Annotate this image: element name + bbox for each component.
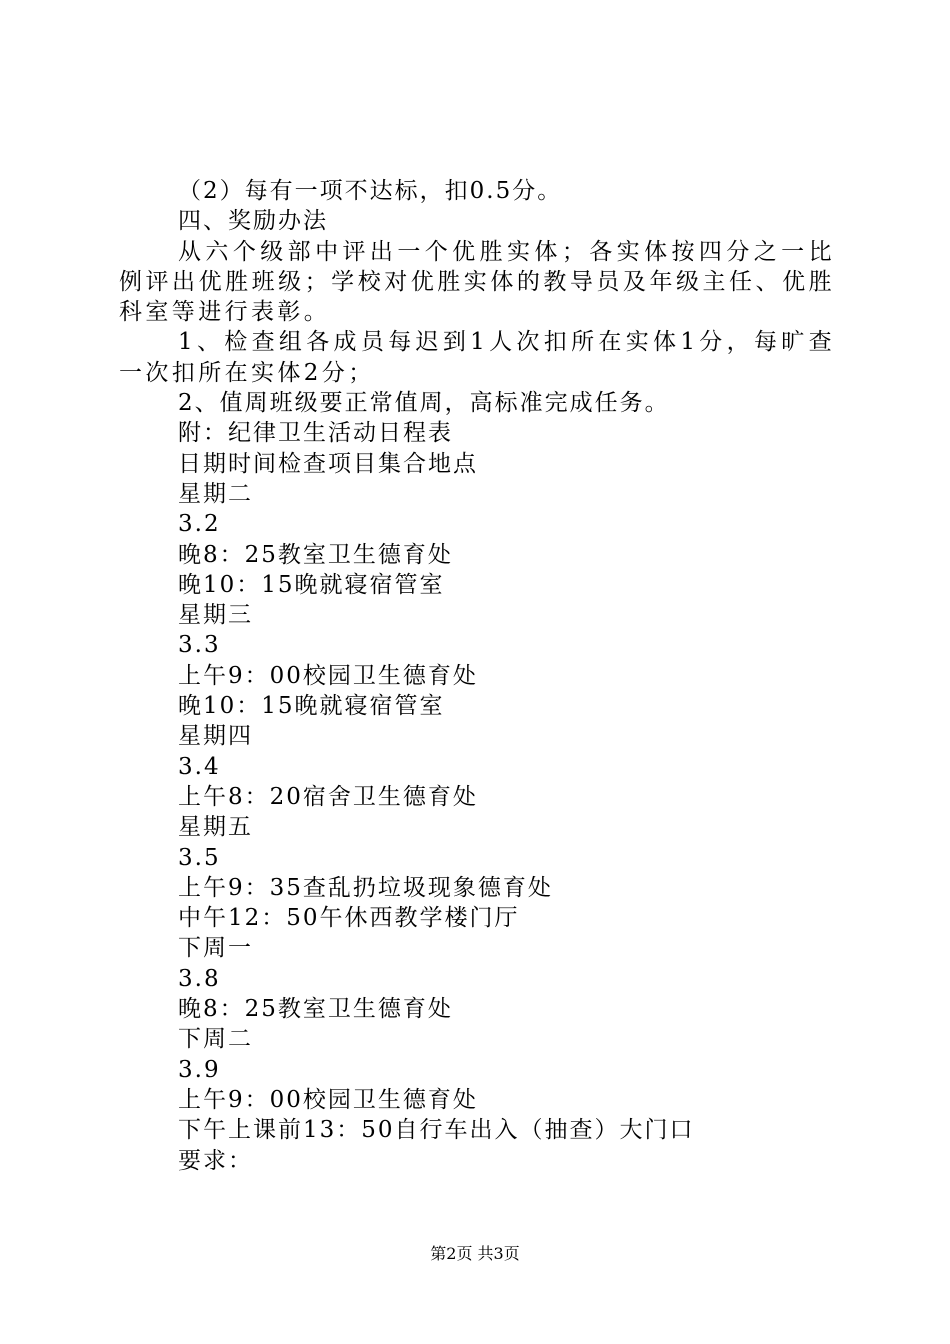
schedule-line: 下午上课前13：50自行车出入（抽查）大门口 — [178, 1117, 695, 1144]
schedule-line: 3.5 — [178, 844, 221, 871]
schedule-line: 晚8：25教室卫生德育处 — [178, 541, 453, 568]
schedule-line: 上午8：20宿舍卫生德育处 — [178, 783, 478, 810]
schedule-line: 下周二 — [178, 1026, 253, 1053]
appendix-title: 附：纪律卫生活动日程表 — [178, 420, 453, 447]
schedule-line: 晚10：15晚就寝宿管室 — [178, 571, 445, 598]
schedule-line: 星期四 — [178, 723, 253, 750]
section-heading-rewards: 四、奖励办法 — [178, 208, 328, 235]
requirements-heading: 要求： — [178, 1147, 253, 1174]
schedule-line: 3.3 — [178, 632, 221, 659]
schedule-line: 星期三 — [178, 602, 253, 629]
document-body — [119, 176, 835, 1176]
deduction-rule-line: （2）每有一项不达标，扣0.5分。 — [178, 178, 563, 204]
rule-1-paragraph: 1、检查组各成员每迟到1人次扣所在实体1分，每旷查一次扣所在实体2分； — [119, 329, 835, 386]
schedule-line: 上午9：00校园卫生德育处 — [178, 1086, 478, 1113]
schedule-header: 日期时间检查项目集合地点 — [178, 450, 478, 477]
schedule-line: 3.9 — [178, 1056, 221, 1083]
schedule-line: 星期二 — [178, 480, 253, 507]
page-footer: 第2页 共3页 — [430, 1244, 520, 1263]
schedule-line: 晚10：15晚就寝宿管室 — [178, 693, 445, 720]
schedule-line: 上午9：35查乱扔垃圾现象德育处 — [178, 874, 553, 901]
schedule-line: 中午12：50午休西教学楼门厅 — [178, 905, 520, 932]
schedule-line: 晚8：25教室卫生德育处 — [178, 996, 453, 1023]
schedule-line: 星期五 — [178, 814, 253, 841]
schedule-line: 上午9：00校园卫生德育处 — [178, 662, 478, 689]
schedule-line: 3.8 — [178, 965, 221, 992]
reward-paragraph: 从六个级部中评出一个优胜实体；各实体按四分之一比例评出优胜班级；学校对优胜实体的教导员及年级主任、优胜科室等进行表彰。 — [119, 238, 835, 326]
schedule-line: 下周一 — [178, 935, 253, 962]
rule-2-line: 2、值周班级要正常值周，高标准完成任务。 — [178, 390, 670, 417]
schedule-line: 3.4 — [178, 753, 221, 780]
schedule-list — [119, 479, 835, 1146]
schedule-line: 3.2 — [178, 511, 221, 538]
